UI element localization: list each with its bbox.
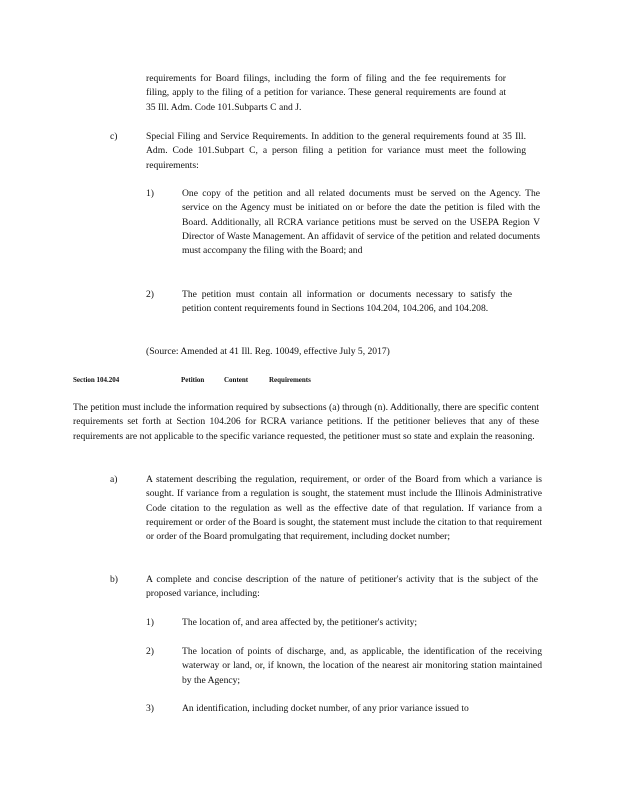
section-title-word-3: Requirements — [269, 376, 311, 384]
item-c-1-label: 1) — [146, 188, 154, 199]
intro-paragraph: requirements for Board filings, including the form of filing and the fee requirements for filing, apply to the filing of a petition for variance. These general requirements are found at 35 Ill. Adm. Code 101.Subparts C and J. — [146, 73, 506, 113]
item-b-2-text: The location of points of discharge, and, as applicable, the identification of the receiving waterway or land, or, if known, the location of the nearest air monitoring station maintained by the Agency; — [182, 646, 542, 686]
section-title-word-2: Content — [224, 376, 249, 384]
section-title-word-1: Petition — [181, 376, 205, 384]
item-b-1-label: 1) — [146, 617, 154, 628]
item-a-label: a) — [110, 474, 118, 485]
item-c-2-text: The petition must contain all information or documents necessary to satisfy the petition content requirements found in Sections 104.204, 104.206, and 104.208. — [182, 289, 512, 315]
section-number: Section 104.204 — [73, 376, 120, 384]
item-b-label: b) — [110, 574, 118, 585]
item-c-1-text: One copy of the petition and all related documents must be served on the Agency. The service on the Agency must be initiated on or before the date the petition is filed with the Board. Additionally, all RCRA variance petitions must be served on the USEPA Region V Director of Waste Management. An affidavit of service of the petition and related documents must accompany the filing with the Board; and — [182, 188, 540, 257]
item-b-3-label: 3) — [146, 703, 154, 714]
item-b-1-text: The location of, and area affected by, the petitioner's activity; — [182, 617, 418, 628]
source-note: (Source: Amended at 41 Ill. Reg. 10049, effective July 5, 2017) — [146, 346, 390, 357]
item-b-2-label: 2) — [146, 646, 154, 657]
section-intro: The petition must include the information required by subsections (a) through (n). Additionally, there are specific content requirements set forth at Section 104.206 for RCRA variance petitions. If the petitioner believes that any of these requirements are not applicable to the specific variance requested, the petitioner must so state and explain the reasoning. — [73, 402, 539, 442]
item-c-text: Special Filing and Service Requirements. In addition to the general requirements found at 35 Ill. Adm. Code 101.Subpart C, a person filing a petition for variance must meet the following requirements: — [146, 131, 526, 171]
item-b-3-text: An identification, including docket number, of any prior variance issued to — [182, 703, 469, 714]
item-a-text: A statement describing the regulation, requirement, or order of the Board from which a variance is sought. If variance from a regulation is sought, the statement must include the Illinois Administrative Code citation to the regulation as well as the effective date of that regulation. If variance from a requirement or order of the Board is sought, the statement must include the citation to that requirement or order of the Board promulgating that requirement, including docket number; — [146, 474, 542, 543]
item-c-2-label: 2) — [146, 289, 154, 300]
item-c-label: c) — [110, 131, 118, 142]
item-b-text: A complete and concise description of the nature of petitioner's activity that is the subject of the proposed variance, including: — [146, 574, 538, 600]
